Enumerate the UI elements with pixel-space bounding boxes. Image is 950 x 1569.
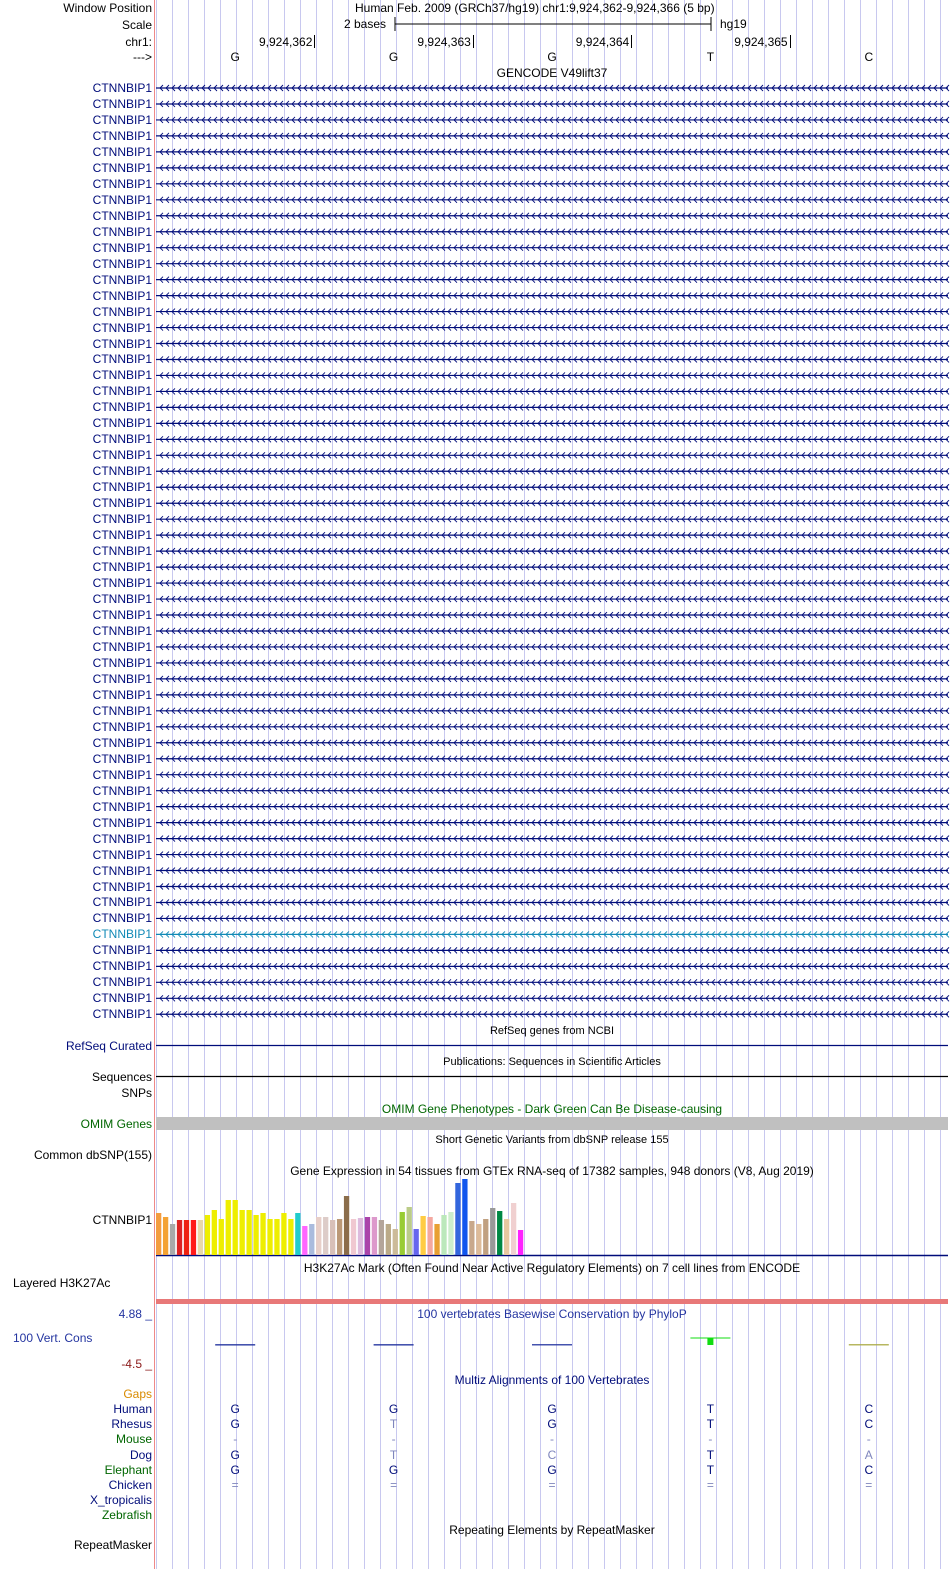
gencode-transcript-label[interactable]: CTNNBIP1 [92,368,152,383]
gencode-transcript-label[interactable]: CTNNBIP1 [92,320,152,335]
gencode-transcript-label[interactable]: CTNNBIP1 [92,448,152,463]
position-label: 9,924,362 [259,35,313,49]
alignment-base: - [391,1432,396,1447]
alignment-base: C [864,1462,874,1477]
cons-track-title: 100 vertebrates Basewise Conservation by PhyloP [417,1307,687,1321]
species-label[interactable]: Chicken [108,1478,152,1492]
alignment-base: - [866,1432,871,1447]
assembly-label: hg19 [720,17,747,31]
pubs-track-title: Publications: Sequences in Scientific Articles [443,1056,661,1068]
gencode-transcript-label[interactable]: CTNNBIP1 [92,911,152,926]
scale-text: 2 bases [344,17,387,31]
gencode-transcript-label[interactable]: CTNNBIP1 [92,895,152,910]
gaps-label: Gaps [123,1387,152,1401]
alignment-base: - [233,1432,238,1447]
species-label[interactable]: Elephant [104,1462,152,1477]
gencode-transcript-label[interactable]: CTNNBIP1 [92,128,152,143]
gencode-transcript-label[interactable]: CTNNBIP1 [92,224,152,239]
gencode-transcript-label[interactable]: CTNNBIP1 [92,576,152,591]
gencode-transcript-label[interactable]: CTNNBIP1 [92,160,152,175]
gencode-track-title: GENCODE V49lift37 [496,66,608,80]
alignment-base: - [550,1432,554,1447]
window-position-text: Human Feb. 2009 (GRCh37/hg19) chr1:9,924,362-9,924,366 (5 bp) [355,1,715,15]
gencode-transcript-label[interactable]: CTNNBIP1 [92,464,152,479]
base-letter: C [864,50,874,64]
gencode-transcript-label[interactable]: CTNNBIP1 [92,671,152,686]
alignment-base: G [230,1462,240,1477]
gencode-transcript-label[interactable]: CTNNBIP1 [92,96,152,111]
gencode-transcript-label[interactable]: CTNNBIP1 [92,384,152,399]
gencode-transcript-label[interactable]: CTNNBIP1 [92,831,152,846]
gencode-transcript-label[interactable]: CTNNBIP1 [92,240,152,255]
gtex-track-label[interactable]: CTNNBIP1 [92,1213,152,1227]
alignment-base: = [865,1478,873,1492]
base-letter: G [230,50,240,64]
gencode-transcript-label[interactable]: CTNNBIP1 [92,767,152,782]
gencode-transcript-label[interactable]: CTNNBIP1 [92,927,152,942]
multiz-track-title: Multiz Alignments of 100 Vertebrates [454,1373,650,1387]
gencode-transcript-label[interactable]: CTNNBIP1 [92,176,152,191]
base-letter: G [547,50,557,64]
alignment-base: G [230,1417,240,1432]
gencode-transcript-label[interactable]: CTNNBIP1 [92,480,152,495]
gencode-transcript-label[interactable]: CTNNBIP1 [92,496,152,511]
position-label: 9,924,363 [417,35,471,49]
alignment-base: T [706,1417,715,1432]
gencode-transcript-label[interactable]: CTNNBIP1 [92,336,152,351]
gencode-transcript-label[interactable]: CTNNBIP1 [92,991,152,1006]
gencode-transcript-label[interactable]: CTNNBIP1 [92,544,152,559]
gencode-transcript-label[interactable]: CTNNBIP1 [92,256,152,271]
refseq-track-title: RefSeq genes from NCBI [489,1025,615,1037]
position-label: 9,924,364 [575,35,630,49]
alignment-base: = [390,1478,398,1492]
gencode-transcript-label[interactable]: CTNNBIP1 [92,943,152,958]
gencode-transcript-label[interactable]: CTNNBIP1 [92,863,152,878]
gencode-transcript-label[interactable]: CTNNBIP1 [92,304,152,319]
refseq-track-label[interactable]: RefSeq Curated [65,1039,152,1053]
gencode-transcript-label[interactable]: CTNNBIP1 [92,512,152,527]
base-letter: T [706,50,715,64]
h3k27ac-track-label[interactable]: Layered H3K27Ac [13,1276,111,1290]
gencode-transcript-label[interactable]: CTNNBIP1 [92,192,152,207]
gencode-transcript-label[interactable]: CTNNBIP1 [92,623,152,638]
window-position-label: Window Position [63,1,152,15]
alignment-base: T [706,1462,715,1477]
cons-track-label[interactable]: 100 Vert. Cons [13,1331,93,1345]
scale-label: Scale [121,18,152,32]
gencode-transcript-label[interactable]: CTNNBIP1 [92,655,152,670]
gencode-transcript-label[interactable]: CTNNBIP1 [92,528,152,543]
gencode-transcript-label[interactable]: CTNNBIP1 [92,608,152,622]
gencode-transcript-label[interactable]: CTNNBIP1 [92,416,152,431]
gencode-transcript-label[interactable]: CTNNBIP1 [92,272,152,287]
species-label[interactable]: Mouse [115,1432,152,1447]
gencode-transcript-label[interactable]: CTNNBIP1 [92,144,152,159]
gencode-transcript-label[interactable]: CTNNBIP1 [92,879,152,894]
alignment-base: C [864,1417,874,1432]
alignment-base: G [230,1402,240,1416]
gencode-transcript-label[interactable]: CTNNBIP1 [92,432,152,447]
alignment-base: - [708,1432,713,1447]
alignment-base: T [706,1402,715,1416]
gencode-transcript-label[interactable]: CTNNBIP1 [92,1007,152,1022]
gencode-transcript-label[interactable]: CTNNBIP1 [92,703,152,718]
omim-track-title: OMIM Gene Phenotypes - Dark Green Can Be Disease-causing [381,1102,723,1116]
strand-label: ---> [133,50,152,64]
alignment-base: = [706,1478,714,1492]
cons-ymin: -4.5 _ [121,1357,152,1371]
alignment-base: G [388,1462,399,1477]
alignment-base: = [231,1478,239,1492]
alignment-base: C [864,1402,874,1416]
gencode-transcript-label[interactable]: CTNNBIP1 [92,81,152,95]
gencode-transcript-label[interactable]: CTNNBIP1 [92,687,152,702]
alignment-base: G [230,1447,240,1462]
species-label[interactable]: X_tropicalis [89,1493,152,1508]
pubs-sequences-label[interactable]: Sequences [91,1070,152,1084]
repeatmasker-track-label[interactable]: RepeatMasker [73,1538,152,1552]
alignment-base: G [547,1462,557,1477]
position-label: 9,924,365 [734,35,788,49]
gencode-transcript-label[interactable]: CTNNBIP1 [92,639,152,654]
base-letter: G [388,50,399,64]
gtex-track-title: Gene Expression in 54 tissues from GTEx RNA-seq of 17382 samples, 948 donors (V8, Aug 2019) [290,1164,814,1178]
gencode-transcript-label[interactable]: CTNNBIP1 [92,719,152,734]
gencode-transcript-label[interactable]: CTNNBIP1 [92,847,152,862]
gencode-transcript-label[interactable]: CTNNBIP1 [92,352,152,367]
omim-track-label[interactable]: OMIM Genes [80,1117,152,1131]
pubs-snps-label[interactable]: SNPs [121,1086,152,1100]
alignment-base: T [706,1447,715,1462]
alignment-base: T [389,1417,398,1432]
gencode-transcript-label[interactable]: CTNNBIP1 [92,751,152,766]
gencode-transcript-label[interactable]: CTNNBIP1 [92,783,152,798]
h3k27ac-track-title: H3K27Ac Mark (Often Found Near Active Regulatory Elements) on 7 cell lines from ENCODE [303,1261,801,1275]
dbsnp-track-label[interactable]: Common dbSNP(155) [33,1148,152,1162]
species-label[interactable]: Zebrafish [101,1508,152,1523]
gencode-transcript-label[interactable]: CTNNBIP1 [92,799,152,814]
gencode-transcript-label[interactable]: CTNNBIP1 [92,959,152,974]
species-label[interactable]: Human [113,1402,152,1416]
alignment-base: = [548,1478,556,1492]
alignment-base: T [389,1447,398,1462]
alignment-base: A [864,1447,873,1462]
species-label[interactable]: Dog [129,1447,152,1462]
gencode-transcript-label[interactable]: CTNNBIP1 [92,288,152,303]
alignment-base: G [547,1417,557,1432]
gencode-transcript-label[interactable]: CTNNBIP1 [92,815,152,830]
alignment-base: G [547,1402,557,1416]
gencode-transcript-label[interactable]: CTNNBIP1 [92,735,152,750]
species-label[interactable]: Rhesus [111,1417,152,1432]
gencode-transcript-label[interactable]: CTNNBIP1 [92,560,152,575]
gencode-transcript-label[interactable]: CTNNBIP1 [92,112,152,127]
alignment-base: G [388,1402,399,1416]
alignment-base: C [547,1447,557,1462]
gencode-transcript-label[interactable]: CTNNBIP1 [92,975,152,990]
gencode-transcript-label[interactable]: CTNNBIP1 [92,208,152,223]
repeatmasker-track-title: Repeating Elements by RepeatMasker [449,1523,655,1537]
cons-ymax: 4.88 _ [118,1307,152,1321]
chrom-label: chr1: [125,35,152,49]
gencode-transcript-label[interactable]: CTNNBIP1 [92,592,152,607]
dbsnp-track-title: Short Genetic Variants from dbSNP release 155 [435,1134,669,1146]
gencode-transcript-label[interactable]: CTNNBIP1 [92,400,152,415]
